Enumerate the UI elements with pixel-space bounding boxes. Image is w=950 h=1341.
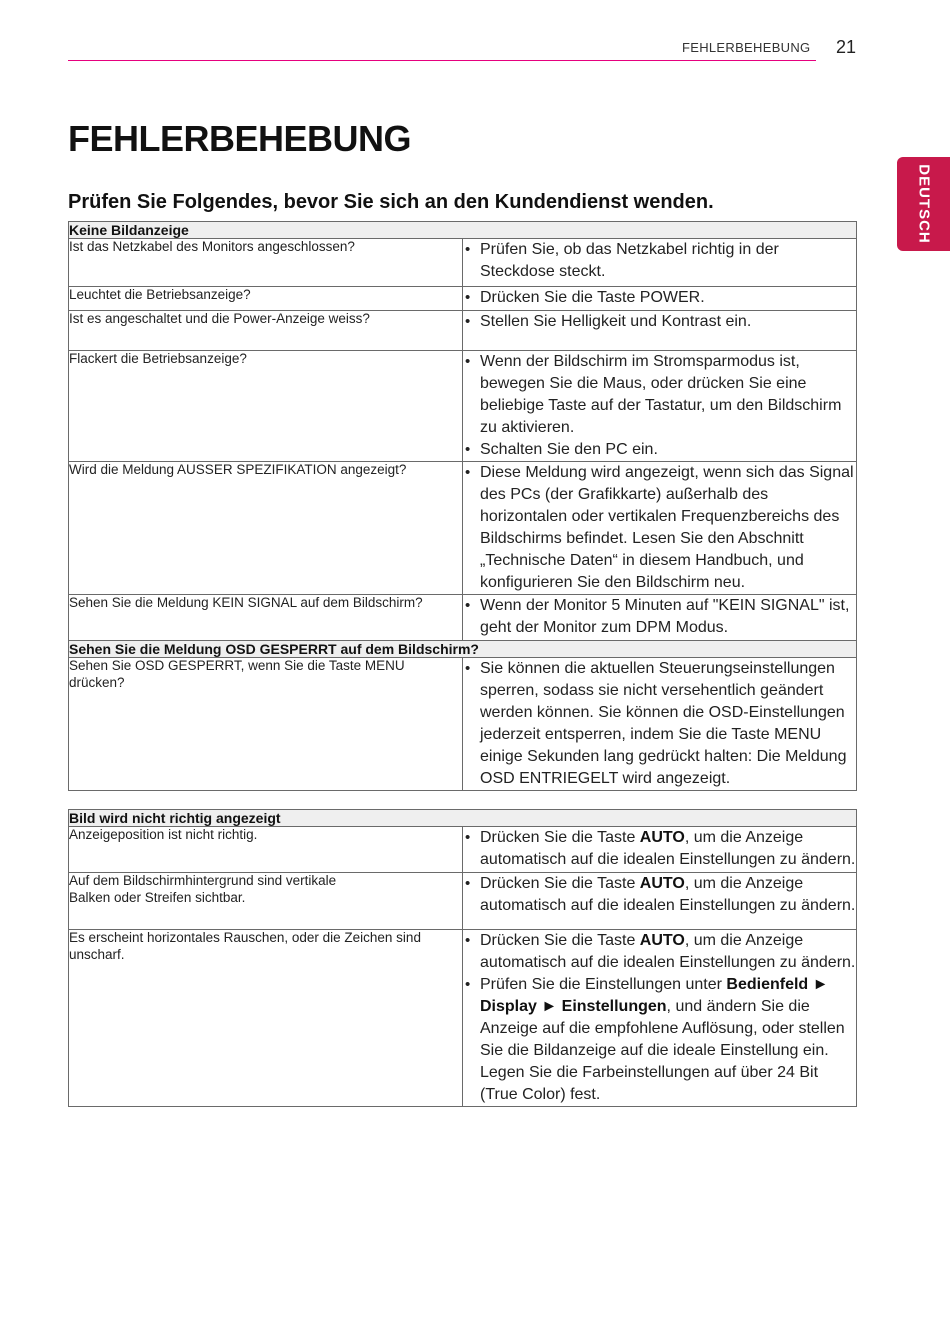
answer-item: • Stellen Sie Helligkeit und Kontrast ein.: [463, 311, 856, 333]
answer-text: , um die Anzeige automatisch auf die idealen Einstellungen zu ändern.: [480, 875, 856, 914]
answer-text: Drücken Sie die Taste: [480, 932, 640, 949]
answer-text: Drücken Sie die Taste: [480, 829, 640, 846]
page-subtitle: Prüfen Sie Folgendes, bevor Sie sich an den Kundendienst wenden.: [68, 191, 714, 213]
question-cell: Ist das Netzkabel des Monitors angeschlossen?: [69, 239, 463, 287]
table-no-picture: [68, 221, 857, 641]
page-number: 21: [836, 37, 857, 57]
answer-text: Prüfen Sie die Einstellungen unter: [480, 976, 727, 993]
language-tab: [897, 157, 950, 251]
answer-item: • Sie können die aktuellen Steuerungseinstellungen sperren, sodass sie nicht versehentlich geändert werden können. Sie können die OSD-Einstellungen jederzeit entsperren, indem Sie die Taste MENU einige Sekunden lang gedrückt halten: Die Meldung OSD ENTRIEGELT wird angezeigt.: [463, 658, 856, 790]
answer-text: , um die Anzeige automatisch auf die idealen Einstellungen zu ändern.: [480, 829, 856, 868]
answer-text: Drücken Sie die Taste: [480, 875, 640, 892]
button-name: AUTO: [639, 932, 685, 949]
answer-cell: [463, 239, 857, 287]
answer-item: • Schalten Sie den PC ein.: [463, 439, 856, 461]
answer-cell: [463, 351, 857, 462]
answer-item: • Drücken Sie die Taste POWER.: [463, 287, 856, 309]
answer-cell: [463, 873, 857, 930]
table-picture-incorrect: [68, 809, 857, 1107]
table-row: [69, 930, 857, 1107]
question-cell: Es erscheint horizontales Rauschen, oder die Zeichen sind unscharf.: [69, 930, 463, 1107]
answer-cell: [463, 595, 857, 641]
page-title: FEHLERBEHEBUNG: [68, 118, 412, 159]
table-row: [69, 351, 857, 462]
answer-cell: [463, 658, 857, 791]
answer-cell: [463, 930, 857, 1107]
question-cell: [69, 873, 463, 930]
answer-item: • Prüfen Sie, ob das Netzkabel richtig in der Steckdose steckt.: [463, 239, 856, 283]
answer-item: [463, 974, 856, 1106]
question-cell: Sehen Sie die Meldung KEIN SIGNAL auf dem Bildschirm?: [69, 595, 463, 641]
table-row: [69, 462, 857, 595]
answer-item: [463, 827, 856, 871]
running-header-section: FEHLERBEHEBUNG: [682, 40, 811, 55]
answer-cell: [463, 311, 857, 351]
question-cell: Wird die Meldung AUSSER SPEZIFIKATION angezeigt?: [69, 462, 463, 595]
answer-item: • Diese Meldung wird angezeigt, wenn sich das Signal des PCs (der Grafikkarte) außerhalb des horizontalen oder vertikalen Frequenzbereichs des Bildschirms befindet. Lesen Sie den Abschnitt „Technische Daten“ in diesem Handbuch, und konfigurieren Sie den Bildschirm neu.: [463, 462, 856, 594]
answer-item: • Wenn der Monitor 5 Minuten auf "KEIN SIGNAL" ist, geht der Monitor zum DPM Modus.: [463, 595, 856, 639]
table-title: Bild wird nicht richtig angezeigt: [69, 810, 857, 827]
table-row: [69, 827, 857, 873]
answer-item: [463, 873, 856, 917]
question-line: Auf dem Bildschirmhintergrund sind vertikale: [69, 873, 337, 888]
table-row: [69, 658, 857, 791]
answer-text: , um die Anzeige automatisch auf die idealen Einstellungen zu ändern.: [480, 932, 856, 971]
table-row: [69, 311, 857, 351]
question-cell: Sehen Sie OSD GESPERRT, wenn Sie die Taste MENU drücken?: [69, 658, 463, 791]
question-cell: Leuchtet die Betriebsanzeige?: [69, 287, 463, 311]
answer-cell: [463, 462, 857, 595]
table-row: [69, 595, 857, 641]
question-line: Balken oder Streifen sichtbar.: [69, 889, 246, 905]
question-cell: Anzeigeposition ist nicht richtig.: [69, 827, 463, 873]
answer-item: • Wenn der Bildschirm im Stromsparmodus ist, bewegen Sie die Maus, oder drücken Sie eine beliebige Taste auf der Tastatur, um den Bildschirm zu aktivieren.: [463, 351, 856, 439]
answer-cell: [463, 287, 857, 311]
answer-text: , und ändern Sie die Anzeige auf die empfohlene Auflösung, oder stellen Sie die Bildanzeige auf die ideale Einstellung ein. Legen Sie die Farbeinstellungen auf über 24 Bit (True Color) fest.: [480, 998, 845, 1103]
answer-item: [463, 930, 856, 974]
table-row: [69, 287, 857, 311]
question-cell: Ist es angeschaltet und die Power-Anzeige weiss?: [69, 311, 463, 351]
table-row: [69, 873, 857, 930]
table-title: Sehen Sie die Meldung OSD GESPERRT auf dem Bildschirm?: [69, 641, 857, 658]
button-name: AUTO: [639, 829, 685, 846]
table-title: Keine Bildanzeige: [69, 222, 857, 239]
button-name: AUTO: [639, 875, 685, 892]
menu-path: Bedienfeld ► Display ► Einstellungen: [480, 976, 829, 1015]
table-row: [69, 239, 857, 287]
answer-cell: [463, 827, 857, 873]
header-rule: [68, 60, 816, 61]
table-osd-locked: [68, 640, 857, 791]
question-cell: Flackert die Betriebsanzeige?: [69, 351, 463, 462]
language-tab-label: DEUTSCH: [915, 164, 932, 244]
